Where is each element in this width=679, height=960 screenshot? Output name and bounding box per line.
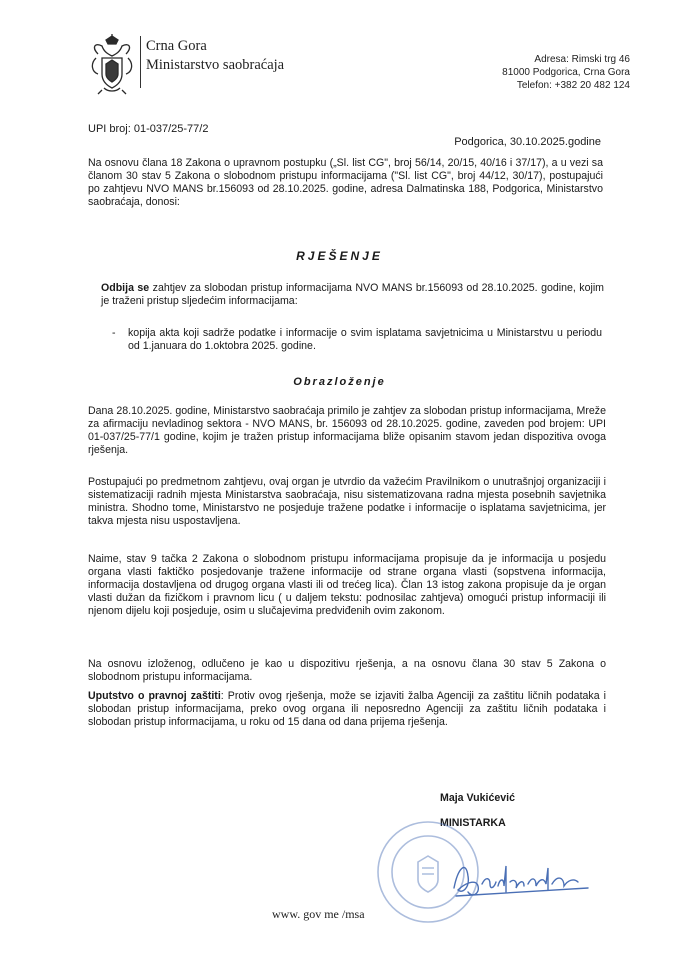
organization-name — [146, 37, 284, 75]
signer-role: MINISTARKA — [440, 817, 506, 829]
footer-url: www. gov me /msa — [272, 907, 365, 921]
decision-paragraph — [101, 282, 604, 308]
reasoning-paragraph-1: Dana 28.10.2025. godine, Ministarstvo saobraćaja primilo je zahtjev za slobodan pristup informacijama, Mreže za afirmaciju nevladinog sektora - NVO MANS, br. 156093 od 28.10.2025. godine, zaveden pod brojem: UPI 01-037/25-77/1 godine, kojim je tražen pristup informacijama bliže opisanim stavom jedan dispozitiva ovoga rješenja. — [88, 405, 606, 456]
header-divider — [140, 36, 141, 88]
reasoning-paragraph-2: Postupajući po predmetnom zahtjevu, ovaj organ je utvrdio da važećim Pravilnikom o unutrašnjoj organizaciji i sistematizaciji radnih mjesta Ministarstva saobraćaja, nisu sistematizovana radna mjesta posebnih savjetnika ministra. Shodno tome, Ministarstvo ne posjeduje tražene podatke i informacije o isplatama savjetnicima, jer takva mjesta nisu uspostavljena. — [88, 476, 606, 527]
legal-remedy-heading: Uputstvo o pravnoj zaštiti — [88, 690, 221, 702]
reasoning-title: Obrazloženje — [293, 376, 386, 388]
address-line-2: 81000 Podgorica, Crna Gora — [502, 67, 630, 78]
reference-number: UPI broj: 01-037/25-77/2 — [88, 123, 209, 135]
document-title: RJEŠENJE — [296, 249, 383, 263]
legal-remedy-text: : Protiv ovog rješenja, može se izjaviti žalba Agenciji za zaštitu ličnih podataka i slobodan pristup informacijama, preko ovog organa ili neposredno Agenciji za zaštitu ličnih podataka i slobodan pristup informacijama, u roku od 15 dana od dana prijema rješenja. — [88, 690, 606, 728]
intro-paragraph: Na osnovu člana 18 Zakona o upravnom postupku („Sl. list CG", broj 56/14, 20/15, 40/16 i 37/17), a u vezi sa članom 30 stav 5 Zakona o slobodnom pristupu informacijama ("Sl. list CG", broj 44/12, 30/17), postupajući po zahtjevu NVO MANS br.156093 od 28.10.2025. godine, adresa Dalmatinska 188, Podgorica, Ministarstvo saobraćaja, donosi: — [88, 157, 603, 208]
bullet-mark: - — [112, 327, 116, 339]
requested-item-text: kopija akta koji sadrže podatke i informacije o svim isplatama savjetnicima u Ministarstvu u periodu od 1.januara do 1.oktobra 2025. godine. — [128, 327, 602, 352]
contact-block — [502, 53, 630, 92]
decision-text: zahtjev za slobodan pristup informacijama NVO MANS br.156093 od 28.10.2025. godine, kojim je traženi pristup sljedećim informacijama: — [101, 282, 604, 307]
decision-bold: Odbija se — [101, 282, 150, 294]
country-name: Crna Gora — [146, 38, 207, 54]
phone-number: Telefon: +382 20 482 124 — [516, 80, 630, 91]
document-date: Podgorica, 30.10.2025.godine — [454, 136, 601, 148]
address-line-1: Adresa: Rimski trg 46 — [534, 54, 630, 65]
reasoning-paragraph-3: Naime, stav 9 tačka 2 Zakona o slobodnom pristupu informacijama propisuje da je informacija u posjedu organa vlasti faktičko posjedovanje tražene informacije od strane organa vlasti (sopstvena informacija, informacija dostavljena od drugog organa vlasti ili od trećeg lica). Član 13 istog zakona propisuje da je organ vlasti dužan da fizičkom i pravnom licu ( u daljem tekstu: podnosilac zahtjeva) omogući pristup informaciji ili njenom dijelu koji posjeduje, osim u slučajevima predviđenih ovim zakonom. — [88, 553, 606, 617]
ministry-name: Ministarstvo saobraćaja — [146, 57, 285, 73]
signer-name: Maja Vukićević — [440, 792, 515, 804]
handwritten-signature-icon — [448, 848, 608, 908]
coat-of-arms-icon — [88, 34, 136, 96]
reasoning-paragraph-4: Na osnovu izloženog, odlučeno je kao u dispozitivu rješenja, a na osnovu člana 30 stav 5 Zakona o slobodnom pristupu informacijama. — [88, 658, 606, 683]
requested-item — [112, 327, 602, 353]
legal-remedy-paragraph — [88, 690, 606, 729]
